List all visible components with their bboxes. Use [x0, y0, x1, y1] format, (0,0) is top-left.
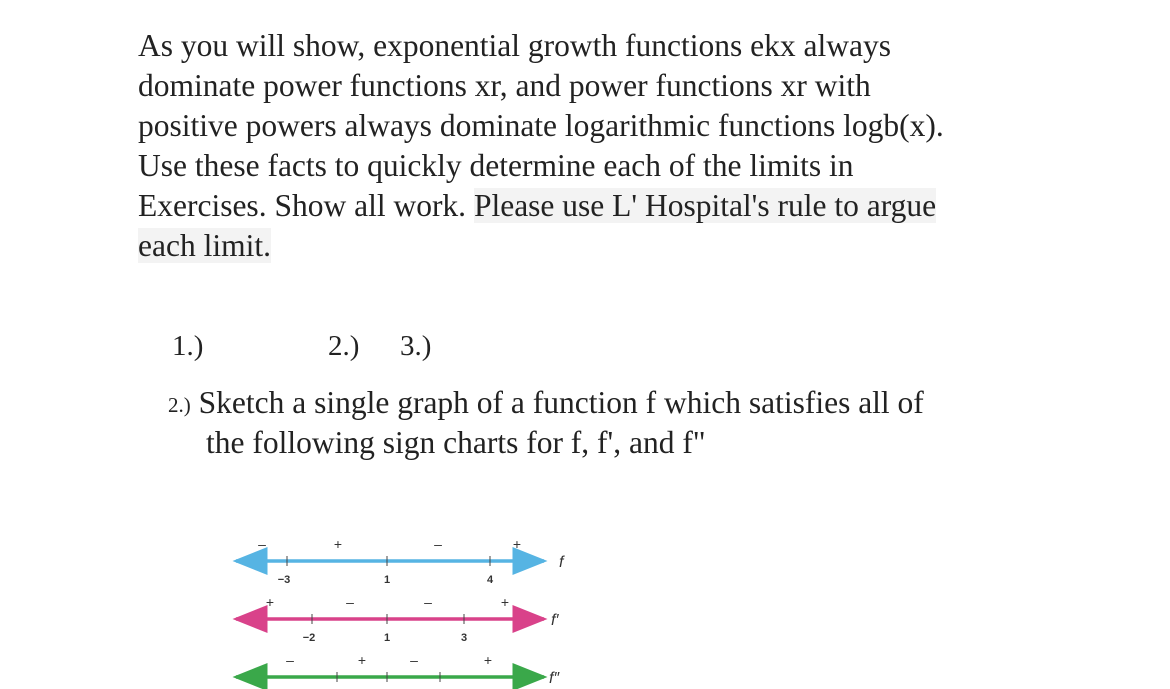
exercise-3-label: 3.) — [400, 330, 432, 362]
instructions-line-4: Use these facts to quickly determine each of the limits in — [138, 148, 854, 183]
question-2-number: 2.) — [168, 393, 191, 417]
sign-f-double-prime-1: – — [286, 652, 294, 668]
instructions-line-5a: Exercises. Show all work. — [138, 188, 474, 223]
chart-label-f-prime: f′ — [551, 612, 559, 629]
question-2-line-2: the following sign charts for f, f', and f" — [206, 425, 706, 460]
instructions-line-2: dominate power functions xr, and power functions xr with — [138, 68, 871, 103]
point-f-prime-3: 3 — [460, 632, 468, 644]
sign-f-double-prime-3: – — [410, 652, 418, 668]
point-f-1: −3 — [277, 574, 291, 586]
question-2-line-1: Sketch a single graph of a function f which satisfies all of — [190, 385, 924, 420]
point-f-prime-2: 1 — [383, 632, 391, 644]
sign-f-prime-1: + — [265, 594, 275, 610]
sign-f-prime-3: – — [424, 594, 432, 610]
sign-f-2: + — [333, 536, 343, 552]
sign-f-double-prime-2: + — [357, 652, 367, 668]
chart-label-f: f — [559, 554, 564, 571]
exercise-2-label: 2.) — [328, 330, 360, 362]
highlighted-instruction: Please use L' Hospital's rule to argue — [473, 188, 937, 223]
sign-chart-f-double-prime — [236, 652, 560, 687]
chart-label-f-double-prime: f″ — [549, 670, 560, 687]
instructions-line-1: As you will show, exponential growth functions ekx always — [138, 28, 891, 63]
point-f-prime-1: −2 — [302, 632, 316, 644]
point-f-2: 1 — [383, 574, 391, 586]
exercise-1-label: 1.) — [172, 330, 204, 362]
point-f-3: 4 — [486, 574, 494, 586]
sign-f-4: + — [512, 536, 522, 552]
highlighted-instruction-cont: each limit. — [138, 228, 271, 263]
instructions-line-3: positive powers always dominate logarithmic functions logb(x). — [138, 108, 944, 143]
sign-f-prime-4: + — [500, 594, 510, 610]
sign-f-3: – — [434, 536, 442, 552]
sign-f-prime-2: – — [346, 594, 354, 610]
sign-chart-f-prime — [236, 594, 559, 644]
sign-f-1: – — [258, 536, 266, 552]
sign-f-double-prime-4: + — [483, 652, 493, 668]
sign-chart-f — [236, 536, 565, 586]
